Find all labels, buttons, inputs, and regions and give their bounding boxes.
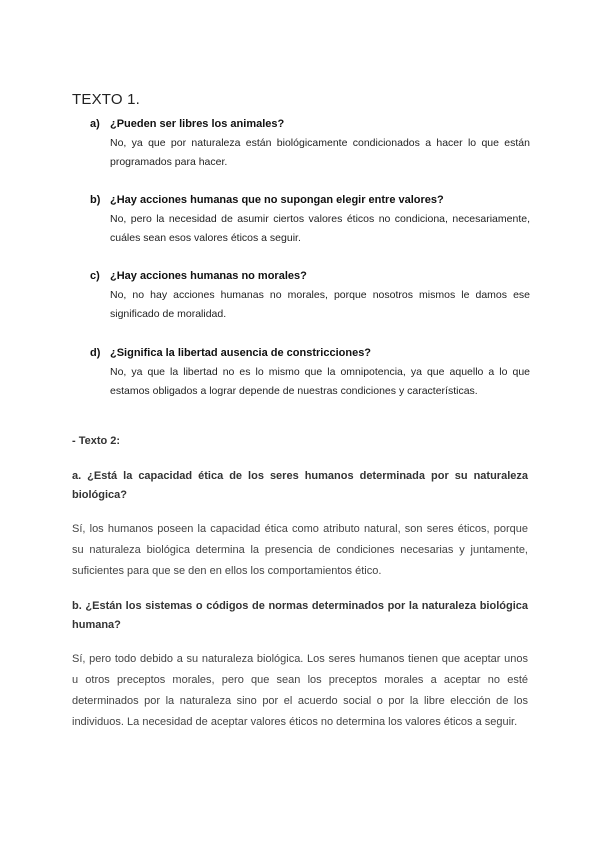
item-letter: b) [90, 194, 101, 206]
item-letter: d) [90, 347, 101, 359]
texto2-answer-b: Sí, pero todo debido a su naturaleza biológica. Los seres humanos tienen que aceptar unos u otros preceptos morales, pero que sean los preceptos morales a aceptar no esté determinados por la naturaleza sino por el acuerdo social o por la libre elección de los individuos. La necesidad de aceptar valores éticos no determina los valores éticos a seguir. [72, 653, 528, 728]
item-question: ¿Pueden ser libres los animales? [110, 118, 285, 130]
item-answer: No, no hay acciones humanas no morales, porque nosotros mismos le damos ese significado de moralidad. [110, 289, 530, 320]
item-answer: No, ya que por naturaleza están biológicamente condicionados a hacer lo que están programados para hacer. [110, 137, 530, 168]
item-answer: No, ya que la libertad no es lo mismo que la omnipotencia, ya que aquello a lo que estamos obligados a lograr depende de nuestras condiciones y características. [110, 366, 530, 397]
item-answer: No, pero la necesidad de asumir ciertos valores éticos no condiciona, necesariamente, cuáles sean esos valores éticos a seguir. [110, 213, 530, 244]
texto2-question-b: b. ¿Están los sistemas o códigos de normas determinados por la naturaleza biológica humana? [72, 600, 528, 631]
item-letter: a) [90, 118, 100, 130]
texto2-answer-a: Sí, los humanos poseen la capacidad ética como atributo natural, son seres éticos, porque su naturaleza biológica determina la presencia de condiciones necesarias y juntamente, suficientes para que se den en ellos los comportamientos ético. [72, 523, 528, 577]
texto2-title: - Texto 2: [72, 435, 121, 447]
texto1-item-c [90, 267, 530, 324]
texto1-item-a [90, 115, 530, 172]
texto1-title: TEXTO 1. [72, 91, 141, 108]
item-question: ¿Hay acciones humanas que no supongan elegir entre valores? [110, 194, 444, 206]
item-question: ¿Hay acciones humanas no morales? [110, 270, 307, 282]
item-letter: c) [90, 270, 100, 282]
texto2-question-a: a. ¿Está la capacidad ética de los seres humanos determinada por su naturaleza biológica? [72, 470, 528, 501]
item-question: ¿Significa la libertad ausencia de constricciones? [110, 347, 372, 359]
texto1-item-d [90, 344, 530, 401]
texto1-item-b [90, 191, 530, 248]
